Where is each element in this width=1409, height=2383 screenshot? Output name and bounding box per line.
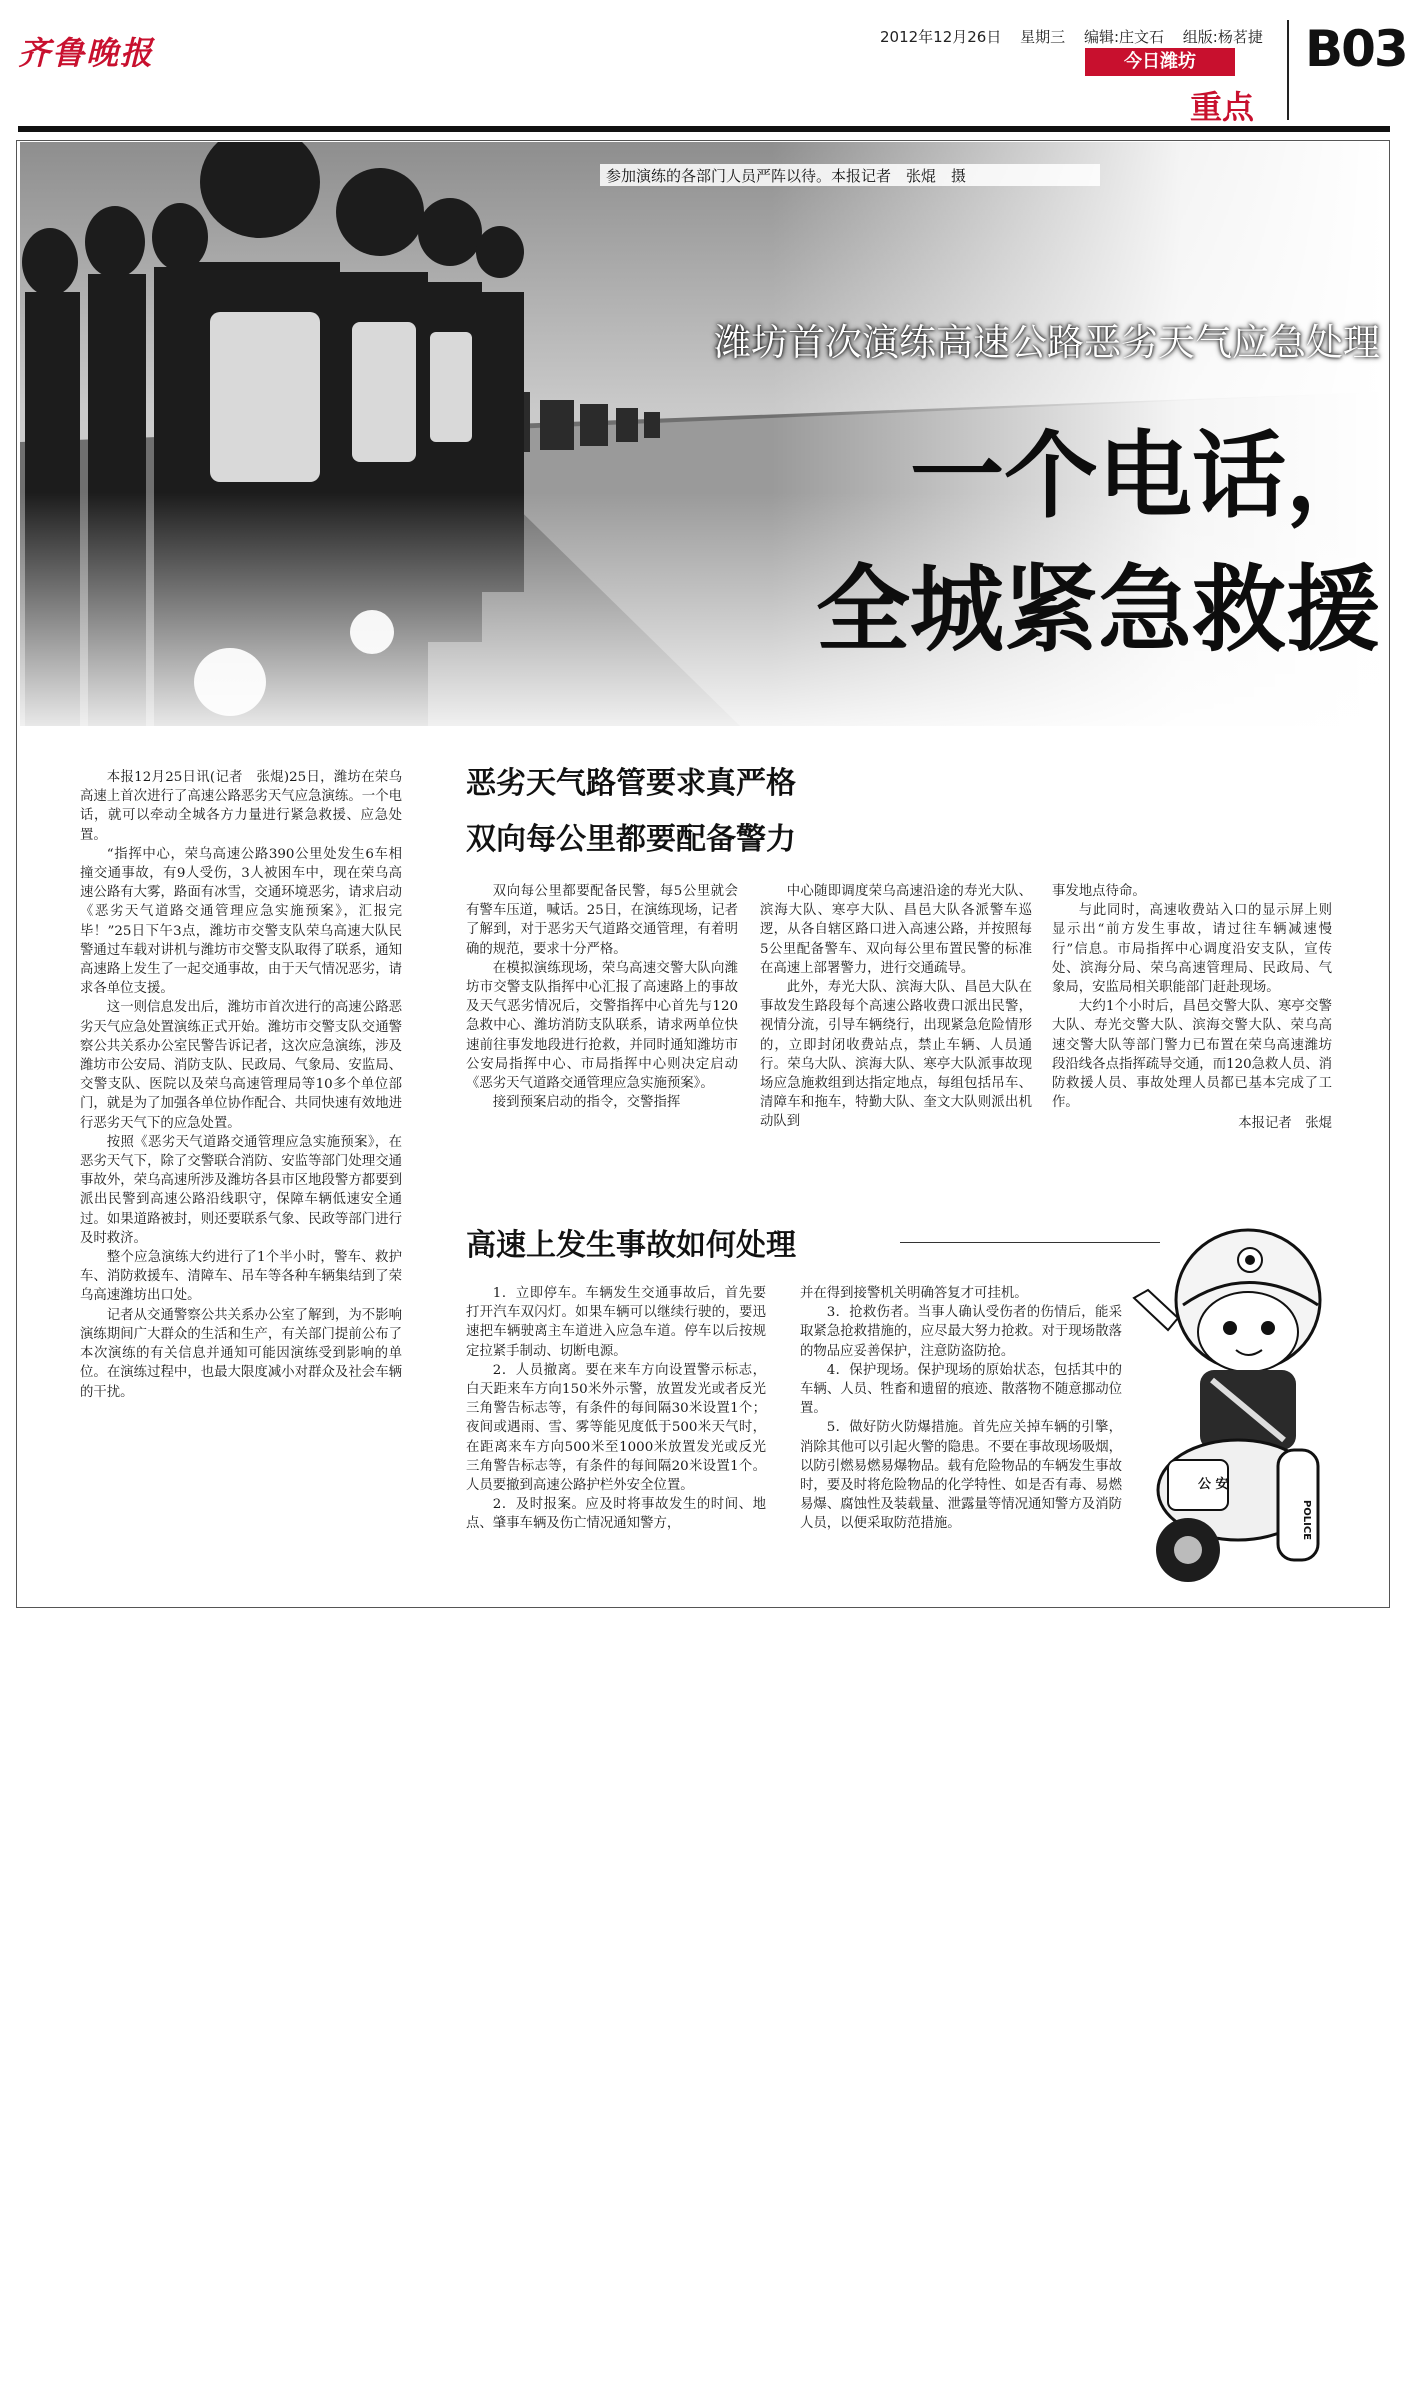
issue-date: 2012年12月26日 xyxy=(880,28,1002,46)
photo-caption: 参加演练的各部门人员严阵以待。本报记者 张焜 摄 xyxy=(600,164,1100,186)
section-2-title: 高速上发生事故如何处理 xyxy=(466,1228,796,1263)
paragraph: 按照《恶劣天气道路交通管理应急实施预案》，在恶劣天气下，除了交警联合消防、安监等部门处理交通事故外，荣乌高速所涉及潍坊各县市区地段警方都要到派出民警到高速公路沿线职守，保障车辆低速安全通过。如果道路被封，则还要联系气象、民政等部门进行及时救济。 xyxy=(80,1134,402,1246)
headline-line-1: 一个电话， xyxy=(909,422,1380,531)
paragraph: 大约1个小时后，昌邑交警大队、寒亭交警大队、寿光交警大队、滨海交警大队、荣乌高速交警大队等部门警力已布置在荣乌高速潍坊段沿线各点指挥疏导交通，而120急救人员、消防救援人员、事故处理人员都已基本完成了工作。 xyxy=(1052,999,1332,1111)
paragraph: 本报12月25日讯(记者 张焜)25日，潍坊在荣乌高速上首次进行了高速公路恶劣天气应急演练。一个电话，就可以牵动全城各方力量进行紧急救援、应急处置。 xyxy=(80,770,402,843)
section-1-column-2 xyxy=(760,882,1032,1202)
lead-article-body xyxy=(80,768,402,1588)
paragraph: 整个应急演练大约进行了1个半小时，警车、救护车、消防救援车、清障车、吊车等各种车辆集结到了荣乌高速潍坊出口处。 xyxy=(80,1250,402,1304)
paragraph: 此外，寿光大队、滨海大队、昌邑大队在事故发生路段每个高速公路收费口派出民警，视情分流，引导车辆绕行，出现紧急危险情形的，立即封闭收费站点，禁止车辆、人员通行。荣乌大队、滨海大队、寒亭大队派事故现场应急施救组到达指定地点，每组包括吊车、清障车和拖车，特勤大队、奎文大队则派出机动队到 xyxy=(760,980,1032,1130)
paragraph: 3．抢救伤者。当事人确认受伤者的伤情后，能采取紧急抢救措施的，应尽最大努力抢救。对于现场散落的物品应妥善保护，注意防盗防抢。 xyxy=(800,1305,1122,1359)
paragraph: 并在得到接警机关明确答复才可挂机。 xyxy=(800,1286,1028,1301)
newspaper-logo: 齐鲁晚报 xyxy=(18,34,155,72)
paragraph: 记者从交通警察公共关系办公室了解到，为不影响演练期间广大群众的生活和生产，有关部门提前公布了本次演练的有关信息并通知可能因演练受到影响的单位。在演练过程中，也最大限度减小对群众及社会车辆的干扰。 xyxy=(80,1307,402,1400)
mascot-label-gongan: 公 安 xyxy=(1198,1477,1229,1492)
paragraph: 接到预案启动的指令，交警指挥 xyxy=(492,1095,681,1111)
section-1-column-1 xyxy=(466,882,738,1202)
police-mascot-illustration xyxy=(1128,1220,1344,1590)
issue-weekday: 星期三 xyxy=(1020,28,1066,46)
paragraph: 与此同时，高速收费站入口的显示屏上则显示出“前方发生事故，请过往车辆减速慢行”信息。市局指挥中心调度沿安支队，宣传处、滨海分局、荣乌高速管理局、民政局、气象局，安监局相关职能部门赶赴现场。 xyxy=(1052,903,1332,996)
article-headline xyxy=(660,410,1380,690)
police-mascot-icon xyxy=(1128,1220,1344,1590)
issue-meta xyxy=(880,26,1320,46)
headline-line-2: 全城紧急救援 xyxy=(815,556,1380,665)
section-1-column-3 xyxy=(1052,882,1332,1202)
section-key: 重点 xyxy=(1190,88,1255,126)
byline: 本报记者 张焜 xyxy=(1238,1116,1332,1132)
section-tab: 今日潍坊 xyxy=(1085,48,1235,76)
designer-credit: 组版:杨茗捷 xyxy=(1182,28,1263,46)
paragraph: 双向每公里都要配备民警，每5公里就会有警车压道，喊话。25日，在演练现场，记者了解到，对于恶劣天气道路交通管理，有着明确的规范，要求十分严格。 xyxy=(466,884,738,957)
paragraph: “指挥中心，荣乌高速公路390公里处发生6车相撞交通事故，有9人受伤，3人被困车中，现在荣乌高速公路有大雾，路面有冰雪，交通环境恶劣，请求启动《恶劣天气道路交通管理应急实施预案》，汇报完毕！”25日下午3点，潍坊市交警支队荣乌高速大队民警通过车载对讲机与潍坊市交警支队取得了联系，通知高速路上发生了一起交通事故，由于天气情况恶劣，请求各单位支援。 xyxy=(80,846,402,997)
section-2-column-1 xyxy=(466,1284,766,1604)
section-2-title-rule xyxy=(900,1242,1160,1243)
mascot-label-police: POLICE xyxy=(1301,1499,1312,1541)
paragraph: 4．保护现场。保护现场的原始状态，包括其中的车辆、人员、牲畜和遗留的痕迹、散落物不随意挪动位置。 xyxy=(800,1362,1122,1417)
masthead-divider xyxy=(1287,20,1289,120)
paragraph: 1．立即停车。车辆发生交通事故后，首先要打开汽车双闪灯。如果车辆可以继续行驶的，要迅速把车辆驶离主车道进入应急车道。停车以后按规定拉紧手制动、切断电源。 xyxy=(466,1286,766,1359)
section-1-title-line-2: 双向每公里都要配备警力 xyxy=(466,822,796,857)
paragraph: 中心随即调度荣乌高速沿途的寿光大队、滨海大队、寒亭大队、昌邑大队各派警车巡逻，从各自辖区路口进入高速公路，并按照每5公里配备警车、双向每公里布置民警的标准在高速上部署警力，进行交通疏导。 xyxy=(760,884,1032,976)
editor-credit: 编辑:庄文石 xyxy=(1083,28,1164,46)
article-subhead: 潍坊首次演练高速公路恶劣天气应急处理 xyxy=(714,321,1380,364)
paragraph: 这一则信息发出后，潍坊市首次进行的高速公路恶劣天气应急处置演练正式开始。潍坊市交警支队交通警察公共关系办公室民警告诉记者，这次应急演练，涉及潍坊市公安局、消防支队、民政局、气象局、安监局、交警支队、医院以及荣乌高速管理局等10多个单位部门，就是为了加强各单位协作配合、共同快速有效地进行恶劣天气下的应急处置。 xyxy=(80,1000,402,1131)
paragraph: 2．人员撤离。要在来车方向设置警示标志，白天距来车方向150米外示警，放置发光或者反光三角警告标志等，有条件的每间隔30米设置1个；夜间或遇雨、雪、雾等能见度低于500米天气时，在距离来车方向500米至1000米放置发光或反光三角警告标志等，有条件的每间隔20米设置1个。人员要撤到高速公路护栏外安全位置。 xyxy=(466,1362,766,1494)
paragraph: 在模拟演练现场，荣乌高速交警大队向潍坊市交警支队指挥中心汇报了高速路上的事故及天气恶劣情况后，交警指挥中心首先与120急救中心、潍坊消防支队联系，请求两单位快速前往事发地段进行抢救，并同时通知潍坊市公安局指挥中心、市局指挥中心则决定启动《恶劣天气道路交通管理应急实施预案》。 xyxy=(466,960,738,1092)
paragraph: 2．及时报案。应及时将事故发生的时间、地点、肇事车辆及伤亡情况通知警方， xyxy=(466,1497,766,1532)
paragraph: 5．做好防火防爆措施。首先应关掉车辆的引擎，消除其他可以引起火警的隐患。不要在事故现场吸烟，以防引燃易燃易爆物品。载有危险物品的车辆发生事故时，要及时将危险物品的化学特性、如是否有毒、易燃易爆、腐蚀性及装载量、泄露量等情况通知警方及消防人员，以便采取防范措施。 xyxy=(800,1420,1122,1532)
section-2-column-2 xyxy=(800,1284,1122,1604)
masthead-rule xyxy=(18,126,1390,132)
section-1-title-line-1: 恶劣天气路管要求真严格 xyxy=(466,766,796,801)
paragraph: 事发地点待命。 xyxy=(1052,884,1146,899)
page-number: B03 xyxy=(1305,20,1407,78)
